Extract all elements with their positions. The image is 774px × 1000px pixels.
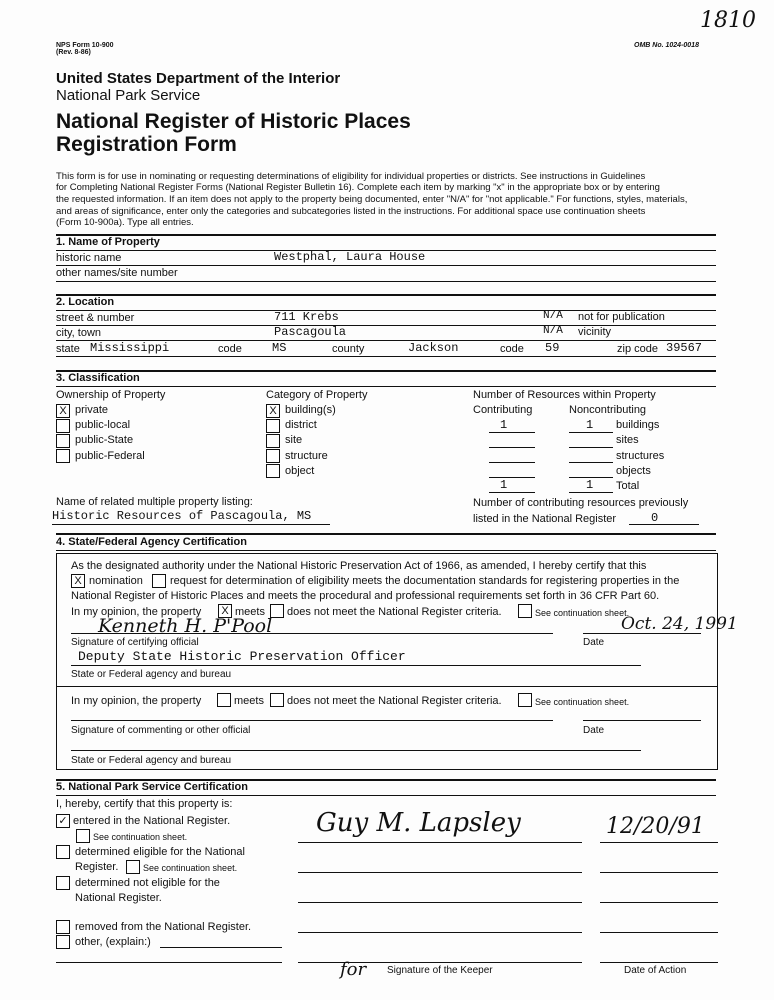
- field-rule: [489, 447, 535, 448]
- opinion-text-2: In my opinion, the property: [71, 695, 202, 707]
- date-line: [583, 633, 701, 634]
- instructions-line: the requested information. If an item does not apply to the property being documented, enter "N/A" for "not applicable." For functions, styles, materials,: [56, 194, 688, 205]
- section1-heading: 1. Name of Property: [56, 236, 160, 248]
- instructions-line: (Form 10-900a). Type all entries.: [56, 217, 194, 228]
- street-label: street & number: [56, 312, 135, 324]
- not-for-publication-na[interactable]: N/A: [543, 310, 563, 322]
- field-rule: [629, 524, 699, 525]
- street-value[interactable]: 711 Krebs: [274, 310, 339, 324]
- agency-bureau-label-2: State or Federal agency and bureau: [71, 755, 232, 766]
- opinion-text: In my opinion, the property: [71, 606, 202, 618]
- determined-not-eligible-checkbox[interactable]: [56, 876, 70, 890]
- vicinity-label: vicinity: [578, 326, 612, 338]
- signature-line: [71, 633, 553, 634]
- multiple-listing-label: Name of related multiple property listing:: [56, 496, 253, 508]
- certifying-official-title[interactable]: Deputy State Historic Preservation Officer: [78, 649, 406, 664]
- ownership-private-checkbox[interactable]: X: [56, 404, 70, 418]
- category-structure-label: structure: [285, 450, 328, 462]
- instructions-line: and areas of significance, enter only the categories and subcategories listed in the instructions. For additional space use continuation sheets: [56, 206, 646, 217]
- vicinity-na[interactable]: N/A: [543, 325, 563, 337]
- county-code-value[interactable]: 59: [545, 341, 560, 355]
- ownership-public-state-checkbox[interactable]: [56, 434, 70, 448]
- section-divider: [56, 533, 716, 535]
- keeper-signature: Guy M. Lapsley: [316, 808, 521, 838]
- resource-type-label: Total: [616, 480, 640, 492]
- does-not-meet-checkbox-2[interactable]: [270, 693, 284, 707]
- contributing-buildings-count[interactable]: 1: [500, 418, 508, 432]
- service-name: National Park Service: [56, 87, 201, 104]
- category-buildings-label: building(s): [285, 404, 336, 416]
- field-rule: [71, 750, 641, 751]
- determined-eligible-checkbox[interactable]: [56, 845, 70, 859]
- removed-label: removed from the National Register.: [75, 921, 252, 933]
- ownership-public-federal-label: public-Federal: [75, 450, 145, 462]
- date-of-action-line: [600, 902, 718, 903]
- date-line: [583, 720, 701, 721]
- previously-listed-value[interactable]: 0: [651, 511, 659, 525]
- multiple-listing-value[interactable]: Historic Resources of Pascagoula, MS: [52, 509, 312, 523]
- see-continuation-checkbox[interactable]: [518, 604, 532, 618]
- field-rule: [489, 462, 535, 463]
- resource-type-label: objects: [616, 465, 651, 477]
- corner-handwritten-number: 1810: [700, 8, 756, 33]
- section2-heading: 2. Location: [56, 296, 115, 308]
- noncontributing-heading: Noncontributing: [569, 404, 647, 416]
- state-code-value[interactable]: MS: [272, 341, 287, 355]
- determined-eligible-label: determined eligible for the National: [75, 846, 245, 858]
- section4-heading: 4. State/Federal Agency Certification: [56, 536, 247, 548]
- date-label-2: Date: [583, 725, 605, 736]
- date-of-action-line: [600, 962, 718, 963]
- date-of-action-line: [600, 872, 718, 873]
- field-rule: [56, 265, 716, 266]
- does-not-meet-label-2: does not meet the National Register criteria.: [287, 695, 502, 707]
- date-of-action-label: Date of Action: [624, 965, 687, 976]
- not-for-publication-label: not for publication: [578, 311, 665, 323]
- eligible-see-continuation-label: See continuation sheet.: [143, 863, 238, 873]
- previously-listed-label-line2: listed in the National Register: [473, 513, 617, 525]
- section-divider: [56, 294, 716, 296]
- signature-of-certifying-official-label: Signature of certifying official: [71, 637, 199, 648]
- date-of-action-line: [600, 932, 718, 933]
- date-label: Date: [583, 637, 605, 648]
- category-district-label: district: [285, 419, 317, 431]
- determined-not-eligible-label: determined not eligible for the: [75, 877, 220, 889]
- removed-checkbox[interactable]: [56, 920, 70, 934]
- omb-number: OMB No. 1024-0018: [634, 42, 699, 49]
- meets-checkbox-2[interactable]: [217, 693, 231, 707]
- other-names-label: other names/site number: [56, 267, 178, 279]
- resource-type-label: structures: [616, 450, 665, 462]
- certification-text-line3: National Register of Historic Places and meets the procedural and professional requirements set forth in 36 CFR Part 60.: [71, 590, 660, 602]
- keeper-signature-line: [298, 842, 582, 843]
- commenting-official-label: Signature of commenting or other official: [71, 725, 251, 736]
- meets-label-2: meets: [234, 695, 264, 707]
- entered-checkbox[interactable]: ✓: [56, 814, 70, 828]
- resources-heading: Number of Resources within Property: [473, 389, 656, 401]
- state-label: state: [56, 343, 80, 355]
- section5-heading: 5. National Park Service Certification: [56, 781, 248, 793]
- field-rule: [569, 492, 613, 493]
- does-not-meet-label: does not meet the National Register criteria.: [287, 606, 502, 618]
- eligibility-request-checkbox[interactable]: [152, 574, 166, 588]
- county-code-label: code: [500, 343, 524, 355]
- nps-intro: I, hereby, certify that this property is:: [56, 798, 233, 810]
- section-rule: [56, 795, 716, 796]
- resource-type-label: sites: [616, 434, 639, 446]
- previously-listed-label: Number of contributing resources previously: [473, 497, 689, 509]
- certification-date: Oct. 24, 1991: [621, 614, 738, 634]
- ownership-private-label: private: [75, 404, 109, 416]
- instructions-line: for Completing National Register Forms (National Register Bulletin 16). Complete each item by marking "x" in the appropriate box or by entering: [56, 182, 660, 193]
- form-title-line1: National Register of Historic Places: [56, 110, 411, 133]
- section-rule: [56, 550, 716, 551]
- city-label: city, town: [56, 327, 102, 339]
- determined-eligible-label-line2: Register.: [75, 861, 119, 873]
- ownership-public-local-checkbox[interactable]: [56, 419, 70, 433]
- form-revision: (Rev. 8-86): [56, 49, 91, 56]
- field-rule: [71, 665, 641, 666]
- resource-type-label: buildings: [616, 419, 660, 431]
- zip-value[interactable]: 39567: [666, 341, 703, 355]
- form-number: NPS Form 10-900: [56, 42, 114, 49]
- category-site-label: site: [285, 434, 303, 446]
- historic-name-label: historic name: [56, 252, 122, 264]
- ownership-public-local-label: public-local: [75, 419, 131, 431]
- field-rule: [569, 447, 613, 448]
- keeper-signature-line: [298, 902, 582, 903]
- field-rule: [56, 356, 716, 357]
- field-rule: [52, 524, 330, 525]
- instructions-line: This form is for use in nominating or requesting determinations of eligibility for individual properties or districts. See instructions in Guidelines: [56, 171, 646, 182]
- action-date: 12/20/91: [606, 814, 705, 839]
- meets-checkbox[interactable]: X: [218, 604, 232, 618]
- other-label: other, (explain:): [75, 936, 151, 948]
- other-explain-line-2: [56, 962, 282, 963]
- category-object-checkbox[interactable]: [266, 464, 280, 478]
- meets-label: meets: [235, 606, 265, 618]
- category-district-checkbox[interactable]: [266, 419, 280, 433]
- agency-bureau-label: State or Federal agency and bureau: [71, 669, 232, 680]
- department-name: United States Department of the Interior: [56, 70, 341, 87]
- section-divider: [56, 370, 716, 372]
- nomination-label: nomination: [89, 575, 143, 587]
- determined-not-eligible-label-line2: National Register.: [75, 892, 162, 904]
- field-rule: [569, 432, 613, 433]
- noncontributing-buildings-count[interactable]: 1: [586, 418, 594, 432]
- category-structure-checkbox[interactable]: [266, 449, 280, 463]
- section3-heading: 3. Classification: [56, 372, 140, 384]
- historic-name-value[interactable]: Westphal, Laura House: [274, 250, 426, 264]
- nomination-checkbox[interactable]: X: [71, 574, 85, 588]
- field-rule: [489, 492, 535, 493]
- contributing-heading: Contributing: [473, 404, 533, 416]
- see-continuation-checkbox-2[interactable]: [518, 693, 532, 707]
- ownership-public-federal-checkbox[interactable]: [56, 449, 70, 463]
- category-site-checkbox[interactable]: [266, 434, 280, 448]
- certifying-official-signature: Kenneth H. P'Pool: [98, 615, 273, 637]
- state-code-label: code: [218, 343, 242, 355]
- category-object-label: object: [285, 465, 315, 477]
- see-continuation-label-2: See continuation sheet.: [535, 697, 630, 707]
- field-rule: [56, 325, 716, 326]
- state-value[interactable]: Mississippi: [90, 341, 170, 355]
- certification-text-line1: As the designated authority under the National Historic Preservation Act of 1966, as amended, I hereby certify that this: [71, 560, 647, 572]
- keeper-signature-label: Signature of the Keeper: [387, 965, 493, 976]
- certification-text-line2: request for determination of eligibility meets the documentation standards for registering properties in the: [170, 575, 680, 587]
- keeper-signature-line: [298, 932, 582, 933]
- form-title-line2: Registration Form: [56, 133, 237, 156]
- noncontributing-total-count[interactable]: 1: [586, 478, 594, 492]
- category-heading: Category of Property: [266, 389, 368, 401]
- entered-see-continuation-checkbox[interactable]: [76, 829, 90, 843]
- entered-label: entered in the National Register.: [73, 815, 231, 827]
- zip-label: zip code: [617, 343, 658, 355]
- ownership-public-state-label: public-State: [75, 434, 134, 446]
- signature-line: [71, 720, 553, 721]
- entered-see-continuation-label: See continuation sheet.: [93, 832, 188, 842]
- field-rule: [56, 281, 716, 282]
- field-rule: [569, 462, 613, 463]
- category-buildings-checkbox[interactable]: X: [266, 404, 280, 418]
- for-note: for: [340, 959, 367, 980]
- field-rule: [489, 432, 535, 433]
- other-explain-line: [160, 947, 282, 948]
- section-rule: [56, 386, 716, 387]
- city-value[interactable]: Pascagoula: [274, 325, 347, 339]
- keeper-signature-line: [298, 872, 582, 873]
- contributing-total-count[interactable]: 1: [500, 478, 508, 492]
- other-checkbox[interactable]: [56, 935, 70, 949]
- field-rule: [489, 477, 535, 478]
- date-of-action-line: [600, 842, 718, 843]
- ownership-heading: Ownership of Property: [56, 389, 166, 401]
- county-value[interactable]: Jackson: [408, 341, 459, 355]
- eligible-see-continuation-checkbox[interactable]: [126, 860, 140, 874]
- see-continuation-label: See continuation sheet.: [535, 608, 630, 618]
- county-label: county: [332, 343, 365, 355]
